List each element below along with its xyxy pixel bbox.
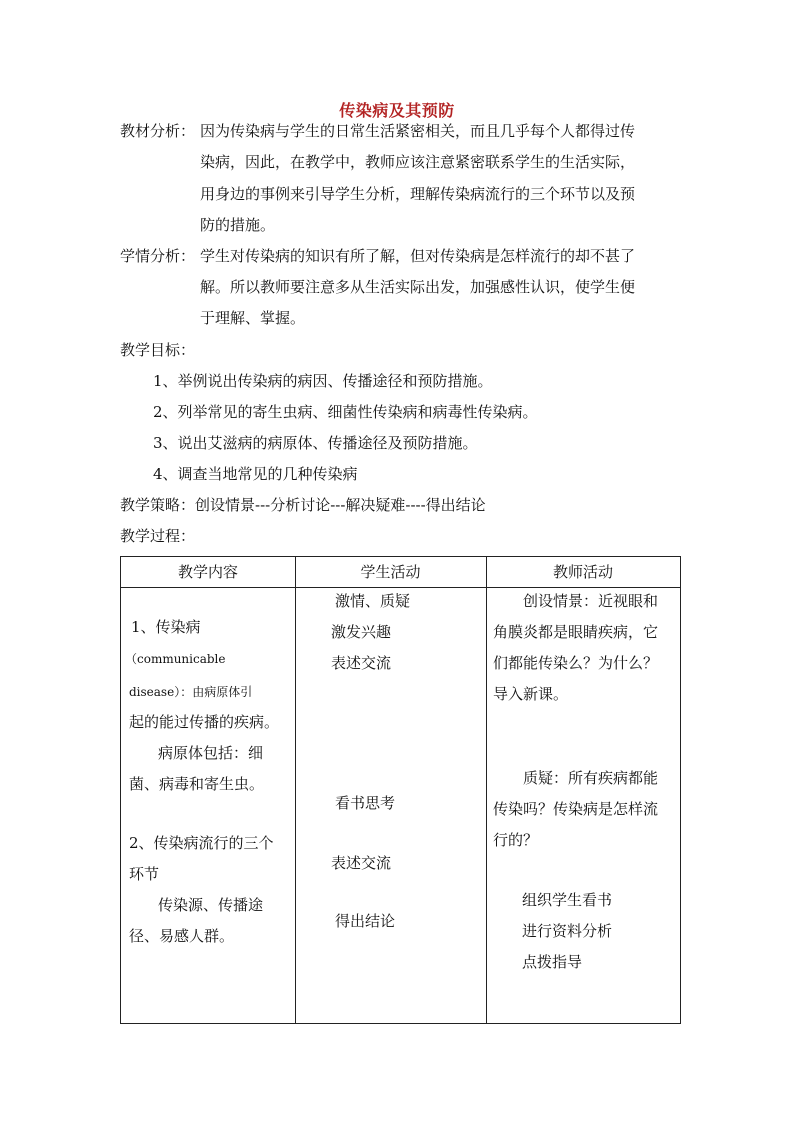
content-line: 2、传染病流行的三个 bbox=[129, 834, 274, 852]
student-line-2: 解。所以教师要注意多从生活实际出发，加强感性认识，使学生便 bbox=[200, 278, 636, 296]
teacher-activity-line: 行的？ bbox=[493, 831, 539, 849]
student-activity-line: 表述交流 bbox=[331, 654, 392, 672]
material-analysis-label: 教材分析： bbox=[120, 122, 196, 140]
student-line-1: 学生对传染病的知识有所了解，但对传染病是怎样流行的却不甚了 bbox=[200, 247, 636, 265]
strategy-line: 教学策略：创设情景---分析讨论---解决疑难----得出结论 bbox=[120, 496, 486, 514]
table-column-divider bbox=[486, 557, 487, 1023]
teacher-activity-line: 导入新课。 bbox=[493, 685, 569, 703]
teacher-activity-line: 质疑：所有疾病都能 bbox=[523, 769, 659, 787]
material-line-3: 用身边的事例来引导学生分析，理解传染病流行的三个环节以及预 bbox=[200, 185, 636, 203]
content-line: 菌、病毒和寄生虫。 bbox=[129, 775, 265, 793]
content-line: 环节 bbox=[129, 865, 160, 883]
teacher-activity-line: 组织学生看书 bbox=[522, 891, 613, 909]
student-activity-line: 看书思考 bbox=[335, 794, 396, 812]
content-line: 起的能过传播的疾病。 bbox=[129, 713, 280, 731]
header-student-activity: 学生活动 bbox=[360, 563, 421, 581]
content-line: 病原体包括：细 bbox=[158, 744, 264, 762]
teacher-activity-line: 传染吗？传染病是怎样流 bbox=[493, 800, 659, 818]
teaching-process-table bbox=[120, 556, 681, 1024]
material-line-1: 因为传染病与学生的日常生活紧密相关，而且几乎每个人都得过传 bbox=[200, 122, 636, 140]
teacher-activity-line: 进行资料分析 bbox=[522, 922, 613, 940]
header-teacher-activity: 教师活动 bbox=[552, 563, 613, 581]
content-line: （communicable bbox=[125, 652, 226, 666]
student-activity-line: 激情、质疑 bbox=[335, 592, 411, 610]
goal-item-3: 3、说出艾滋病的病原体、传播途径及预防措施。 bbox=[153, 434, 478, 452]
content-line: disease）：由病原体引 bbox=[129, 685, 253, 699]
teacher-activity-line: 们都能传染么？为什么？ bbox=[493, 654, 659, 672]
page-title: 传染病及其预防 bbox=[339, 101, 455, 120]
student-analysis-label: 学情分析： bbox=[120, 247, 196, 265]
content-line: 径、易感人群。 bbox=[129, 927, 235, 945]
header-teaching-content: 教学内容 bbox=[177, 563, 238, 581]
content-line: 1、传染病 bbox=[131, 618, 201, 636]
goal-item-1: 1、举例说出传染病的病因、传播途径和预防措施。 bbox=[153, 372, 493, 390]
material-line-2: 染病，因此，在教学中，教师应该注意紧密联系学生的生活实际， bbox=[200, 153, 636, 171]
goal-item-2: 2、列举常见的寄生虫病、细菌性传染病和病毒性传染病。 bbox=[153, 403, 538, 421]
material-line-4: 防的措施。 bbox=[200, 216, 276, 234]
process-label: 教学过程： bbox=[120, 527, 196, 545]
teacher-activity-line: 创设情景：近视眼和 bbox=[523, 592, 659, 610]
student-activity-line: 得出结论 bbox=[335, 912, 396, 930]
teacher-activity-line: 点拨指导 bbox=[522, 953, 583, 971]
student-line-3: 于理解、掌握。 bbox=[200, 309, 306, 327]
table-header-divider bbox=[121, 587, 680, 588]
table-column-divider bbox=[295, 557, 296, 1023]
teacher-activity-line: 角膜炎都是眼睛疾病，它 bbox=[493, 623, 659, 641]
goals-label: 教学目标： bbox=[120, 341, 196, 359]
student-activity-line: 表述交流 bbox=[331, 854, 392, 872]
content-line: 传染源、传播途 bbox=[158, 896, 264, 914]
student-activity-line: 激发兴趣 bbox=[331, 623, 392, 641]
goal-item-4: 4、调查当地常见的几种传染病 bbox=[153, 465, 358, 483]
